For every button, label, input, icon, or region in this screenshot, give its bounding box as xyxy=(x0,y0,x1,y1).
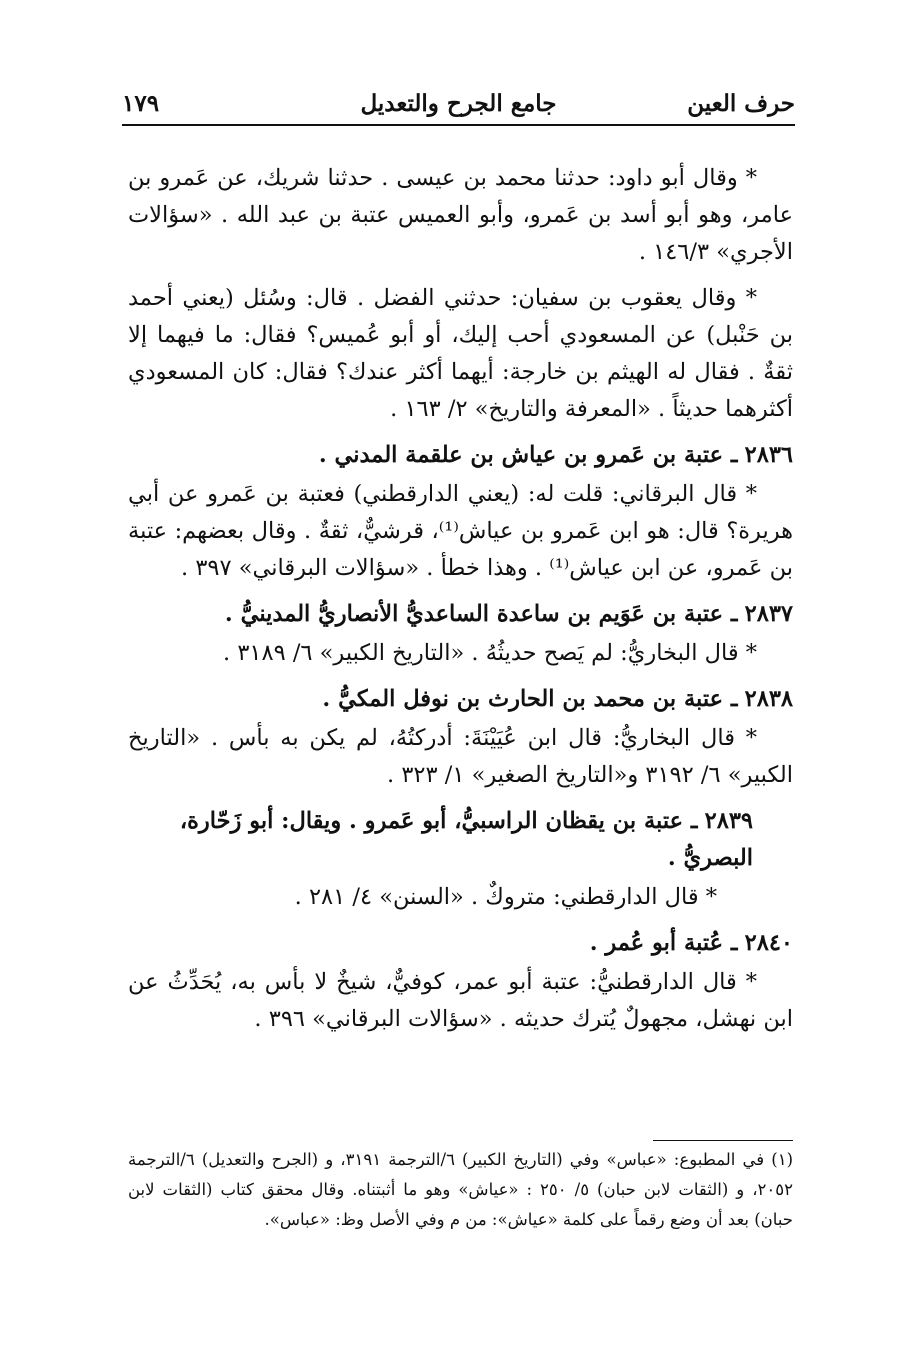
page-number: ١٧٩ xyxy=(122,90,160,117)
main-text xyxy=(128,160,793,1047)
entry-title: ـ عتبة بن يقظان الراسبيُّ، أبو عَمرو . ويقال: أبو زَحّارة، البصريُّ . xyxy=(179,808,753,871)
paragraph-yaqub: * وقال يعقوب بن سفيان: حدثني الفضل . قال: وسُئل (يعني أحمد بن حَنْبل) عن المسعودي أحب إليك، أو أبو عُميس؟ فقال: ما فيهما إلا ثقةٌ . فقال له الهيثم بن خارجة: أيهما أكثر عندك؟ فقال: كان المسعودي أكثرهما حديثاً . «المعرفة والتاريخ» ٢/ ١٦٣ . xyxy=(128,285,793,422)
entry-heading xyxy=(128,596,793,633)
entry-text: * قال الدارقطنيُّ: عتبة أبو عمر، كوفيٌّ، شيخٌ لا بأس به، يُحَدِّثُ عن ابن نهشل، مجهولٌ يُترك حديثه . «سؤالات البرقاني» ٣٩٦ . xyxy=(128,969,793,1032)
entry-heading xyxy=(128,437,793,474)
running-header xyxy=(122,84,795,126)
entry-text: * قال البخاريُّ: لم يَصح حديثُهُ . «التاريخ الكبير» ٦/ ٣١٨٩ . xyxy=(223,640,757,666)
entry-number: ٢٨٤٠ xyxy=(744,930,793,956)
paragraph-abu-dawud: * وقال أبو داود: حدثنا محمد بن عيسى . حدثنا شريك، عن عَمرو بن عامر، وهو أبو أسد بن عَمرو، وأبو العميس عتبة بن عبد الله . «سؤالات الأجري» ١٤٦/٣ . xyxy=(128,165,793,265)
entry-number: ٢٨٣٩ xyxy=(704,808,753,834)
entry-heading xyxy=(128,803,793,877)
entry-text: * قال البخاريُّ: قال ابن عُيَيْنَةَ: أدركتُهُ، لم يكن به بأس . «التاريخ الكبير» ٦/ ٣١٩٢ و«التاريخ الصغير» ١/ ٣٢٣ . xyxy=(128,725,793,788)
entry-title: ـ عُتبة أبو عُمر . xyxy=(589,930,738,956)
footnote-rule xyxy=(653,1140,793,1141)
entry-title: ـ عتبة بن محمد بن الحارث بن نوفل المكيُّ . xyxy=(322,686,738,712)
footnotes xyxy=(128,1140,793,1235)
chapter-title: حرف العين xyxy=(687,90,795,117)
entry-title: ـ عتبة بن عَوَيم بن ساعدة الساعديُّ الأنصاريُّ المدينيُّ . xyxy=(224,601,738,627)
entry-heading xyxy=(128,925,793,962)
footnote-1: (١) في المطبوع: «عباس» وفي (التاريخ الكبير) ٦/الترجمة ٣١٩١، و (الجرح والتعديل) ٦/الترجمة ٢٠٥٢، و (الثقات لابن حبان) ٥/ ٢٥٠ : «عياش» وهو ما أثبتناه. وقال محقق كتاب (الثقات لابن حبان) بعد أن وضع رقماً على كلمة «عياش»: من م وفي الأصل وظ: «عباس». xyxy=(128,1150,794,1229)
entry-number: ٢٨٣٦ xyxy=(744,442,793,468)
entry-heading xyxy=(128,681,793,718)
entry-number: ٢٨٣٧ xyxy=(744,601,793,627)
book-title: جامع الجرح والتعديل xyxy=(360,90,557,117)
entry-title: ـ عتبة بن عَمرو بن عياش بن علقمة المدني . xyxy=(318,442,738,468)
entry-number: ٢٨٣٨ xyxy=(744,686,793,712)
entry-text: * قال البرقاني: قلت له: (يعني الدارقطني) فعتبة بن عَمرو عن أبي هريرة؟ قال: هو ابن عَمرو بن عياش⁽¹⁾، قرشيٌّ، ثقةٌ . وقال بعضهم: عتبة بن عَمرو، عن ابن عياش⁽¹⁾ . وهذا خطأ . «سؤالات البرقاني» ٣٩٧ . xyxy=(128,481,794,581)
entry-text: * قال الدارقطني: متروكٌ . «السنن» ٤/ ٢٨١ . xyxy=(294,884,717,910)
